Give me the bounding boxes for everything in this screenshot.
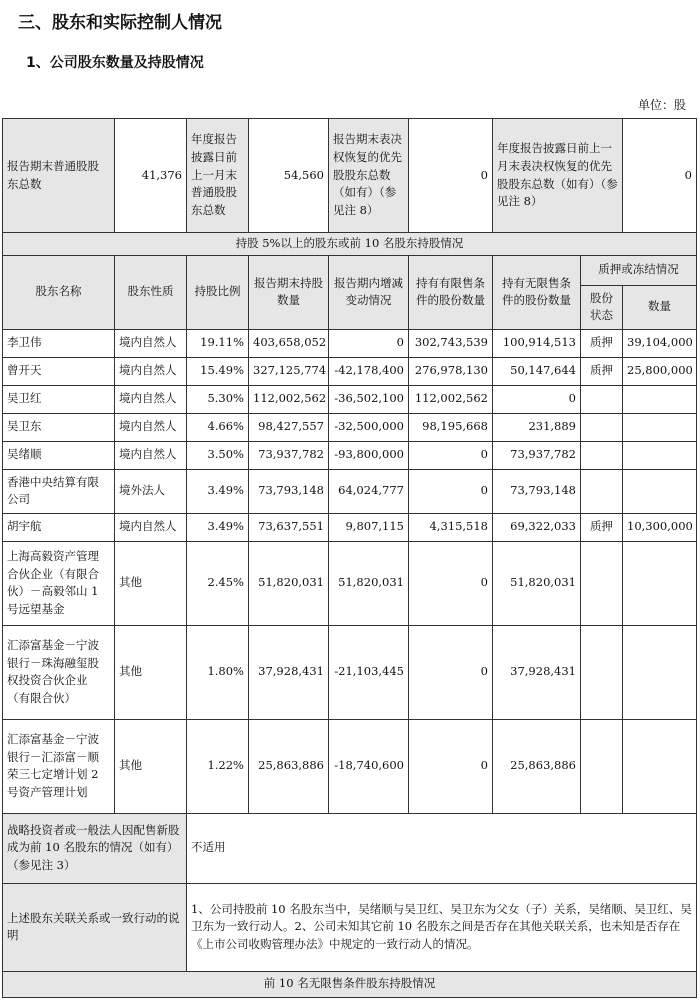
cell-restricted: 276,978,130 [409, 357, 493, 385]
cell-shares: 327,125,774 [249, 357, 329, 385]
cell-qty: 25,800,000 [623, 357, 697, 385]
cell-unrestricted: 37,928,431 [493, 625, 581, 719]
cell-ratio: 4.66% [187, 413, 249, 441]
cell-status: 质押 [581, 357, 623, 385]
col-ratio: 持股比例 [187, 255, 249, 329]
cell-change: -21,103,445 [329, 625, 409, 719]
cell-shares: 73,793,148 [249, 469, 329, 513]
cell-shares: 25,863,886 [249, 719, 329, 813]
cell-ratio: 19.11% [187, 329, 249, 357]
cell-ratio: 1.22% [187, 719, 249, 813]
col-change: 报告期内增减变动情况 [329, 255, 409, 329]
summary-value-4: 0 [623, 119, 697, 233]
cell-name: 香港中央结算有限公司 [3, 469, 115, 513]
subsection-heading: 1、公司股东数量及持股情况 [26, 55, 204, 71]
cell-name: 上海高毅资产管理合伙企业（有限合伙）－高毅邻山 1 号远望基金 [3, 541, 115, 625]
cell-name: 李卫伟 [3, 329, 115, 357]
cell-restricted: 0 [409, 625, 493, 719]
cell-unrestricted: 73,793,148 [493, 469, 581, 513]
cell-shares: 73,637,551 [249, 513, 329, 541]
cell-nature: 境内自然人 [115, 513, 187, 541]
cell-status [581, 469, 623, 513]
cell-status [581, 625, 623, 719]
cell-ratio: 5.30% [187, 385, 249, 413]
cell-name: 汇添富基金－宁波银行－汇添富－顺荣三七定增计划 2 号资产管理计划 [3, 719, 115, 813]
table-row [3, 441, 697, 469]
cell-unrestricted: 100,914,513 [493, 329, 581, 357]
summary-label-4: 年度报告披露日前上一月末表决权恢复的优先股股东总数（如有）（参见注 8） [493, 119, 623, 233]
table-row [3, 513, 697, 541]
cell-unrestricted: 51,820,031 [493, 541, 581, 625]
cell-nature: 其他 [115, 541, 187, 625]
table-row [3, 413, 697, 441]
cell-shares: 37,928,431 [249, 625, 329, 719]
table-row [3, 385, 697, 413]
cell-ratio: 3.50% [187, 441, 249, 469]
cell-shares: 73,937,782 [249, 441, 329, 469]
cell-change: -42,178,400 [329, 357, 409, 385]
cell-nature: 其他 [115, 625, 187, 719]
table-row [3, 469, 697, 513]
cell-status [581, 413, 623, 441]
cell-restricted: 0 [409, 441, 493, 469]
summary-value-2: 54,560 [249, 119, 329, 233]
col-nature: 股东性质 [115, 255, 187, 329]
cell-name: 胡宇航 [3, 513, 115, 541]
summary-label-1: 报告期末普通股股东总数 [3, 119, 115, 233]
cell-qty [623, 541, 697, 625]
cell-restricted: 112,002,562 [409, 385, 493, 413]
cell-qty [623, 469, 697, 513]
cell-qty [623, 625, 697, 719]
summary-label-2: 年度报告披露日前上一月末普通股股东总数 [187, 119, 249, 233]
cell-ratio: 3.49% [187, 513, 249, 541]
cell-name: 吴绪顺 [3, 441, 115, 469]
cell-unrestricted: 73,937,782 [493, 441, 581, 469]
cell-nature: 境内自然人 [115, 413, 187, 441]
relation-label: 上述股东关联关系或一致行动的说明 [3, 883, 187, 971]
cell-qty [623, 719, 697, 813]
cell-unrestricted: 50,147,644 [493, 357, 581, 385]
cell-unrestricted: 69,322,033 [493, 513, 581, 541]
cell-name: 曾开天 [3, 357, 115, 385]
cell-change: -93,800,000 [329, 441, 409, 469]
table-row [3, 625, 697, 719]
table-row [3, 813, 697, 883]
table-row [3, 883, 697, 971]
header-row-1 [3, 255, 697, 285]
cell-shares: 403,658,052 [249, 329, 329, 357]
table-row [3, 329, 697, 357]
cell-name: 汇添富基金－宁波银行－珠海融玺股权投资合伙企业（有限合伙） [3, 625, 115, 719]
cell-change: 0 [329, 329, 409, 357]
unit-label: 单位：股 [637, 98, 686, 112]
relation-value: 1、公司持股前 10 名股东当中，吴绪顺与吴卫红、吴卫东为父女（子）关系，吴绪顺、吴卫红、吴卫东为一致行动人。2、公司未知其它前 10 名股东之间是否存在其他关联关系，也未知是否存在《上市公司收购管理办法》中规定的一致行动人的情况。 [187, 883, 697, 971]
cell-name: 吴卫东 [3, 413, 115, 441]
cell-shares: 98,427,557 [249, 413, 329, 441]
cell-status: 质押 [581, 513, 623, 541]
summary-value-3: 0 [409, 119, 493, 233]
cell-change: 51,820,031 [329, 541, 409, 625]
footer-title: 前 10 名无限售条件股东持股情况 [3, 971, 697, 997]
cell-change: -32,500,000 [329, 413, 409, 441]
summary-label-3: 报告期末表决权恢复的优先股股东总数（如有）（参见注 8） [329, 119, 409, 233]
col-restricted: 持有有限售条件的股份数量 [409, 255, 493, 329]
cell-qty [623, 413, 697, 441]
table-row [3, 719, 697, 813]
cell-restricted: 302,743,539 [409, 329, 493, 357]
cell-change: 64,024,777 [329, 469, 409, 513]
cell-qty: 39,104,000 [623, 329, 697, 357]
cell-nature: 境外法人 [115, 469, 187, 513]
cell-status [581, 541, 623, 625]
holders-title-row [3, 233, 697, 256]
cell-ratio: 2.45% [187, 541, 249, 625]
cell-nature: 境内自然人 [115, 329, 187, 357]
cell-shares: 112,002,562 [249, 385, 329, 413]
cell-change: -18,740,600 [329, 719, 409, 813]
cell-ratio: 3.49% [187, 469, 249, 513]
cell-change: -36,502,100 [329, 385, 409, 413]
section-heading: 三、股东和实际控制人情况 [18, 13, 222, 33]
col-name: 股东名称 [3, 255, 115, 329]
cell-unrestricted: 231,889 [493, 413, 581, 441]
cell-restricted: 0 [409, 541, 493, 625]
cell-qty [623, 441, 697, 469]
cell-qty [623, 385, 697, 413]
cell-restricted: 98,195,668 [409, 413, 493, 441]
cell-status [581, 719, 623, 813]
col-pledge-qty: 数量 [623, 285, 697, 329]
cell-nature: 其他 [115, 719, 187, 813]
cell-nature: 境内自然人 [115, 357, 187, 385]
col-pledge: 质押或冻结情况 [581, 255, 697, 285]
cell-restricted: 0 [409, 719, 493, 813]
cell-change: 9,807,115 [329, 513, 409, 541]
cell-ratio: 1.80% [187, 625, 249, 719]
cell-status: 质押 [581, 329, 623, 357]
cell-shares: 51,820,031 [249, 541, 329, 625]
col-shares: 报告期末持股数量 [249, 255, 329, 329]
cell-restricted: 4,315,518 [409, 513, 493, 541]
cell-unrestricted: 0 [493, 385, 581, 413]
cell-unrestricted: 25,863,886 [493, 719, 581, 813]
cell-nature: 境内自然人 [115, 441, 187, 469]
cell-ratio: 15.49% [187, 357, 249, 385]
strategic-label: 战略投资者或一般法人因配售新股成为前 10 名股东的情况（如有）（参见注 3） [3, 813, 187, 883]
cell-nature: 境内自然人 [115, 385, 187, 413]
cell-qty: 10,300,000 [623, 513, 697, 541]
summary-value-1: 41,376 [115, 119, 187, 233]
table-row [3, 541, 697, 625]
cell-restricted: 0 [409, 469, 493, 513]
cell-name: 吴卫红 [3, 385, 115, 413]
summary-row [3, 119, 697, 233]
cell-status [581, 441, 623, 469]
col-unrestricted: 持有无限售条件的股份数量 [493, 255, 581, 329]
col-pledge-status: 股份状态 [581, 285, 623, 329]
holders-title: 持股 5%以上的股东或前 10 名股东持股情况 [3, 233, 697, 256]
table-row [3, 971, 697, 997]
strategic-value: 不适用 [187, 813, 697, 883]
shareholder-table [2, 118, 697, 998]
table-row [3, 357, 697, 385]
cell-status [581, 385, 623, 413]
